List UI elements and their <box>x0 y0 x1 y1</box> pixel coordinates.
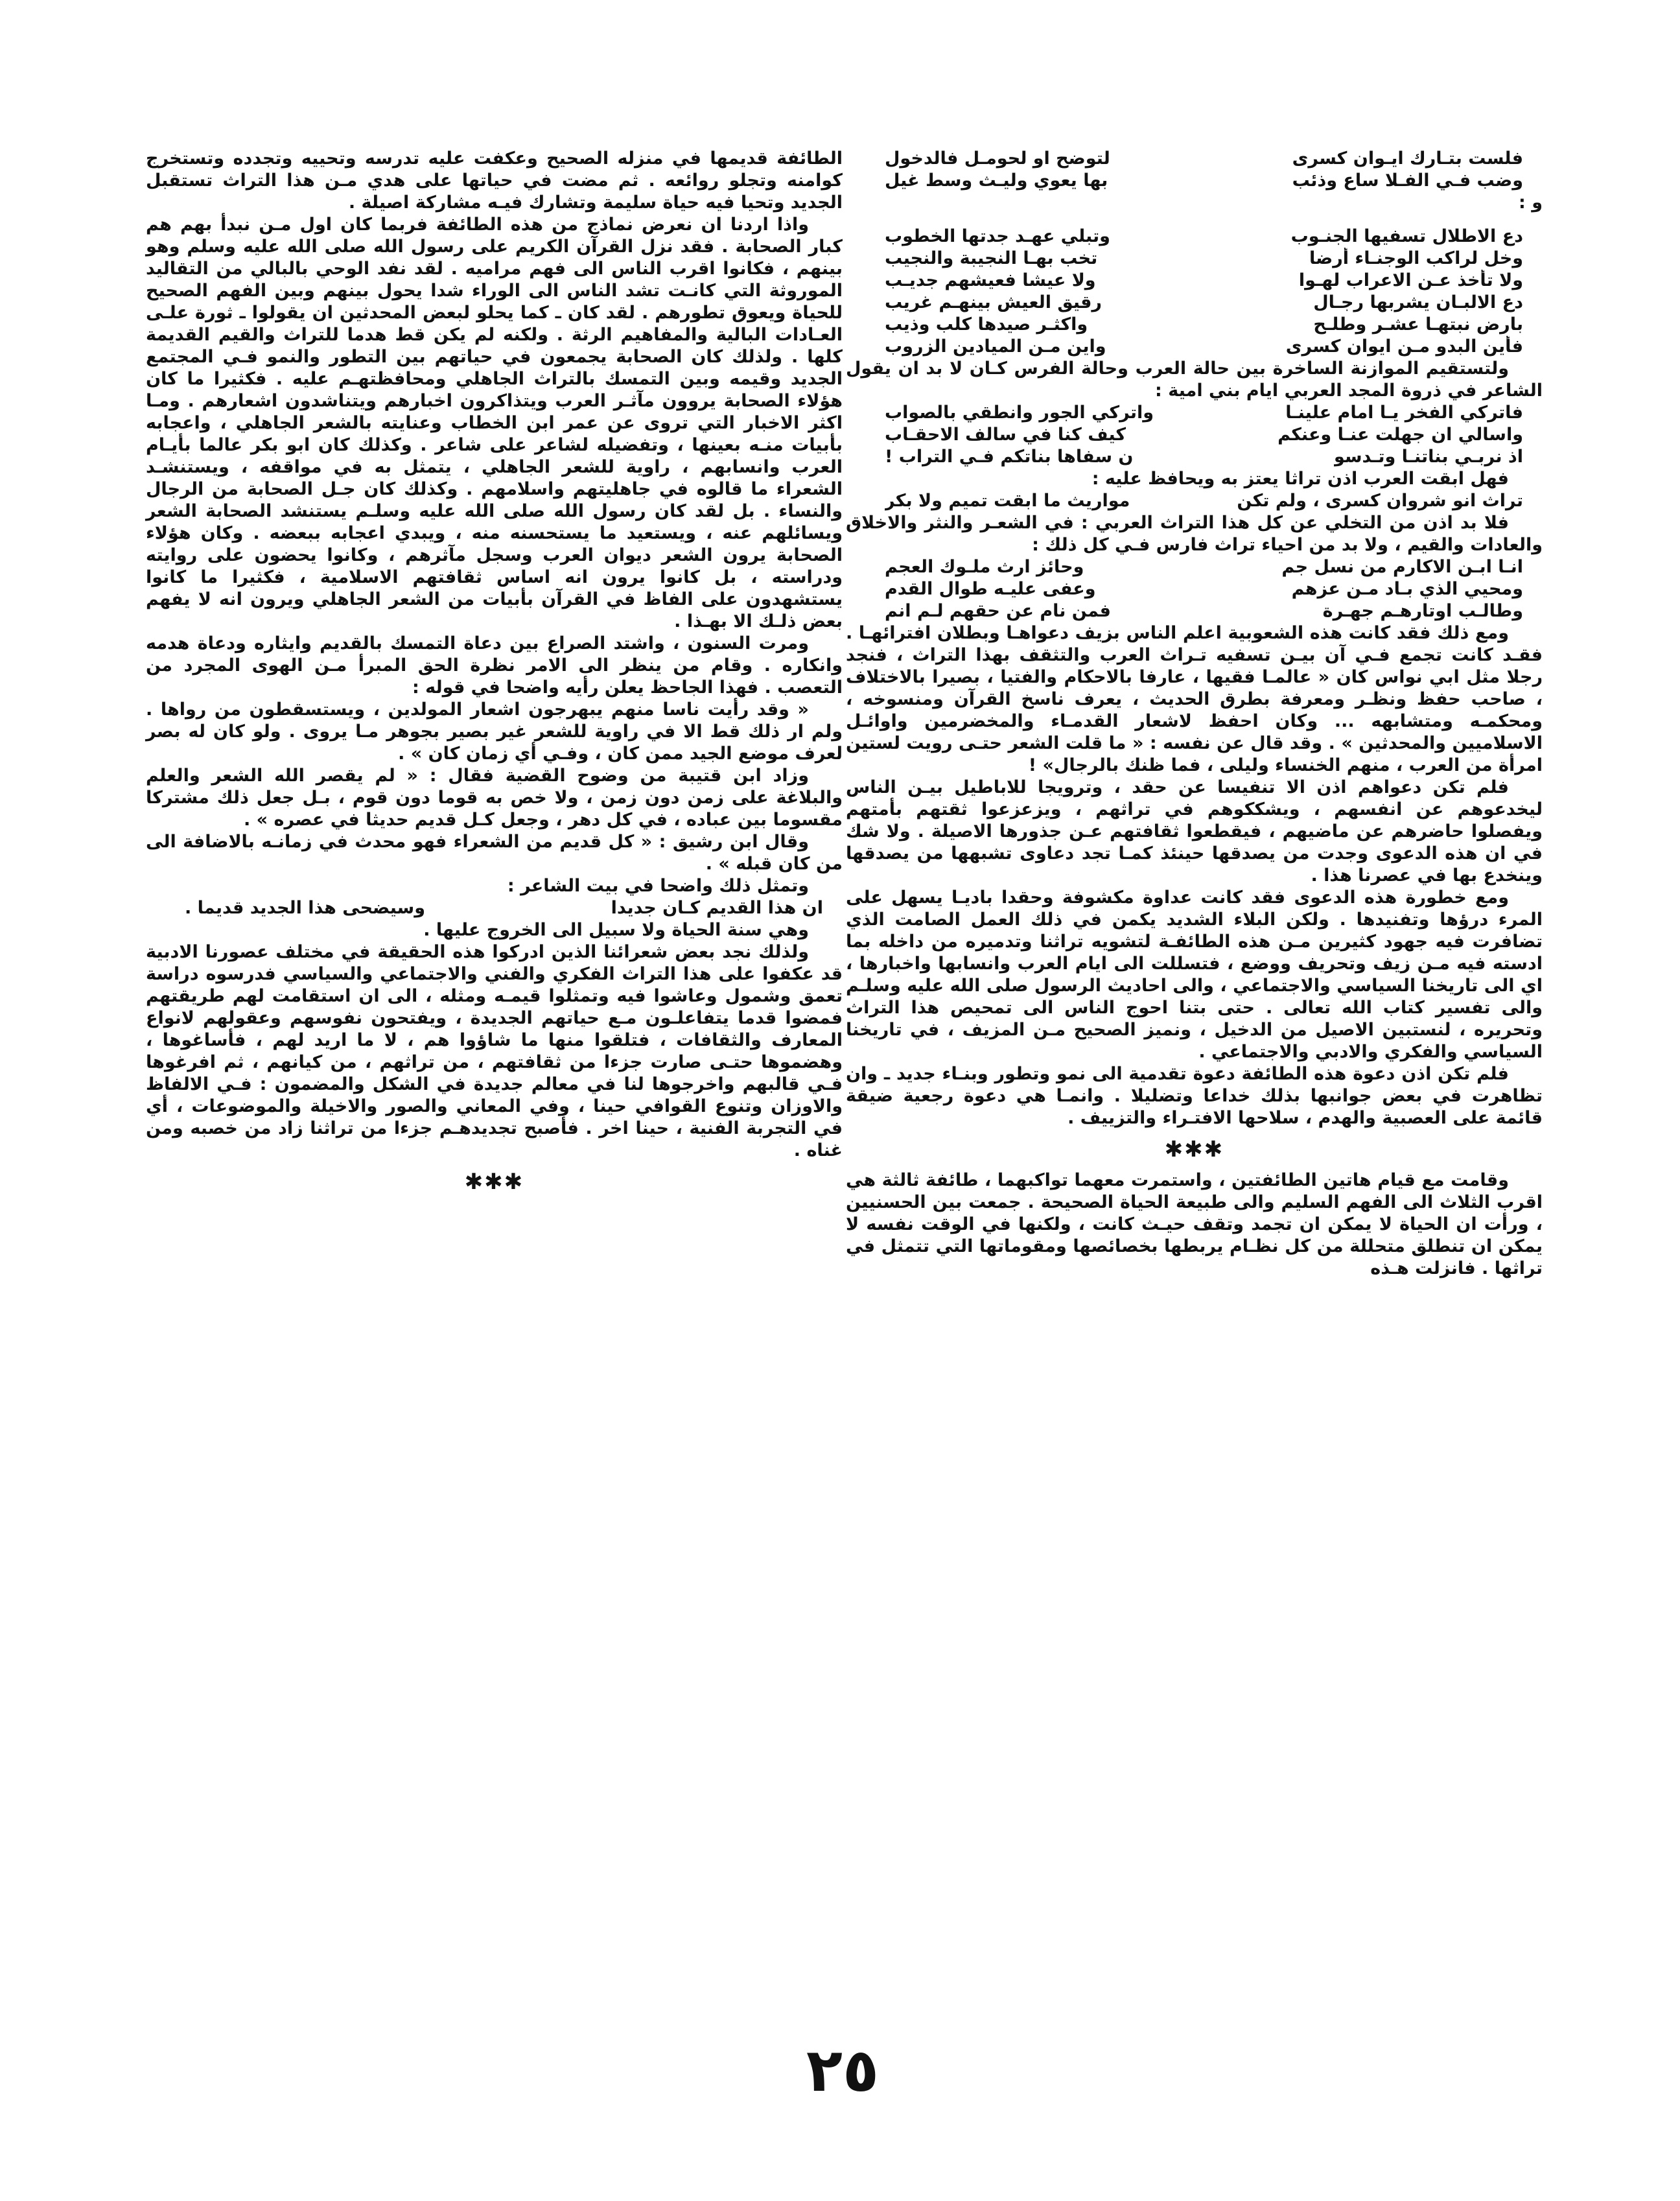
verse-line: ومحيي الذي بـاد مـن عزهم وعفى عليـه طوال القدم <box>885 579 1523 599</box>
paragraph: ومع ذلك فقد كانت هذه الشعوبية اعلم الناس بزيف دعواهـا وبطلان افترائهـا . فقـد كانت تجمع فـي آن بيـن تسفيه تـراث العرب والتثقف بهذا التراث ، فنجد رجلا مثل ابي نواس كان « عالمـا فقيها ، عارفا بالاحكام والفتيا ، بصيرا بالاختلاف ، صاحب حفظ ونظـر ومعرفة بطرق الحديث ، يعرف ناسخ القرآن ومنسوخه ، ومحكمـه ومتشابهه ... وكان احفظ لاشعار القدمـاء والمخضرمين واوائـل الاسلاميين والمحدثين » . وقد قال عن نفسه : « ما قلت الشعر حتـى رويت لستين امرأة من العرب ، منهم الخنساء وليلى ، فما ظنك بالرجال» ! <box>846 623 1543 775</box>
verse-line: فاتركي الفخر يـا امام علينـا واتركي الجور وانطقي بالصواب <box>885 403 1523 423</box>
paragraph: الطائفة قديمها في منزله الصحيح وعكفت عليه تدرسه وتحييه وتجدده وتستخرج كوامنه وتجلو روائعه . ثم مضت في حياتها على هدي مـن هذا التراث تستقبل الجديد وتحيا فيه حياة سليمة وتشارك فيـه مشاركة اصيلة . <box>146 148 843 213</box>
verse-line: فأين البدو مـن ايوان كسرى واين مـن الميادين الزروب <box>885 336 1523 357</box>
paragraph: وتمثل ذلك واضحا في بيت الشاعر : <box>507 876 809 896</box>
verse-line: تراث انو شروان كسرى ، ولم تكن مواريث ما ابقت تميم ولا بكر <box>885 491 1523 511</box>
paragraph: ولذلك نجد بعض شعرائنا الذين ادركوا هذه الحقيقة في مختلف عصورنا الادبية قد عكفوا على هذا التراث الفكري والفني والاجتماعي والسياسي فدرسوه دراسة تعمق وشمول وعاشوا فيه وتمثلوا قيمـه ومثله ، الى ان استقامت لهم طريقتهم فمضوا قدما يتفاعلـون مـع حياتهم الجديدة ، ويفتحون نفوسهم وعقولهم لانواع المعارف والثقافات ، فتلقوا منها ما شاؤوا هم ، لا ما اريد لهم ، فأساغوها ، وهضموها حتـى صارت جزءا من ثقافتهم ، من تراثهم ، من كيانهم ، ثم افرغوها فـي قالبهم واخرجوها لنا في معالم جديدة في الشكل والمضمون : فـي الالفاظ والاوزان وتنوع القوافي حينا ، وفي المعاني والصور والاخيلة والموضوعات ، أي في التجربة الفنية ، حينا اخر . فأصبح تجديدهـم جزءا من تراثنا زاد من خصبه ومن غناه . <box>146 942 843 1160</box>
paragraph: ومرت السنون ، واشتد الصراع بين دعاة التمسك بالقديم وايثاره ودعاة هدمه وانكاره . وقام من ينظر الى الامر نظرة الحق المبرأ مـن الهوى المجرد من التعصب . فهذا الجاحظ يعلن رأيه واضحا في قوله : <box>146 633 843 698</box>
verse-line: فلست بتـارك ايـوان كسرى لتوضح او لحومـل فالدخول <box>885 148 1523 169</box>
paragraph: ومع خطورة هذه الدعوى فقد كانت عداوة مكشوفة وحقدا باديـا يسهل على المرء درؤها وتفنيدها . ولكن البلاء الشديد يكمن في ذلك العمل الصامت الذي تضافرت فيه جهود كثيرين مـن هذه الطائفـة لتشويه تراثنا وتدميره من داخله بما ادسته فيه مـن زيف وتحريف ووضع ، فتسللت الى ايام العرب وانسابها واخبارها ، اي الى تاريخنا السياسي والاجتماعي ، والى احاديث الرسول صلى الله عليه وسلـم والى تفسير كتاب الله تعالى . حتى بتنا احوج الناس الى تمحيص هذا التراث وتحريره ، لنستبين الاصيل من الدخيل ، ونميز الصحيح مـن المزيف ، في تاريخنا السياسي والفكري والادبي والاجتماعي . <box>846 888 1543 1062</box>
paragraph: و : <box>1519 193 1543 213</box>
verse-line: وطالـب اوتارهـم جهـرة فمن نام عن حقهم لـم انم <box>885 601 1523 621</box>
paragraph: ولتستقيم الموازنة الساخرة بين حالة العرب وحالة الفرس كـان لا بد ان يقول الشاعر في ذروة المجد العربي ايام بني امية : <box>846 359 1543 401</box>
verse-line: اذ نربـي بناتنـا وتـدسو ن سفاها بناتكم فـي التراب ! <box>885 447 1523 467</box>
paragraph: فهل ابقت العرب اذن تراثا يعتز به ويحافظ عليه : <box>1091 469 1509 489</box>
verse-line: دع الاطلال تسفيها الجنـوب وتبلي عهـد جدتها الخطوب <box>885 226 1523 246</box>
paragraph: فلا بد اذن من التخلي عن كل هذا التراث العربي : في الشعـر والنثر والاخلاق والعادات والقيم ، ولا بد من احياء تراث فارس فـي كل ذلك : <box>846 513 1543 555</box>
paragraph: وهي سنة الحياة ولا سبيل الى الخروج عليها . <box>423 920 809 940</box>
quotation: وزاد ابن قتيبة من وضوح القضية فقال : « لم يقصر الله الشعر والعلم والبلاغة على زمن دون زمن ، ولا خص به قوما دون قوم ، بـل جعل ذلك مشتركا مقسوما بين عباده ، في كل دهر ، وجعل كـل قديم حديثا في عصره » . <box>146 766 843 830</box>
page-number: ٢٥ <box>806 2036 880 2105</box>
verse-line: وضب فـي الفـلا ساع وذئب بها يعوي وليـث وسط غيل <box>885 171 1523 191</box>
section-separator: ✱✱✱ <box>464 1169 524 1195</box>
paragraph: فلم تكن دعواهم اذن الا تنفيسا عن حقد ، وترويجا للاباطيل بيـن الناس ليخدعوهم عن انفسهم ، ويشككوهم في تراثهم ، ويزعزعوا ثقتهم بأمتهم ويفصلوا حاضرهم عن ماضيهم ، فيقطعوا ثقافتهم عـن جذورها الاصيلة . ولا شك في ان هذه الدعوى وجدت من يصدقها حينئذ كمـا تجد دعاوى تشبهها من يصدقها وينخدع بها في عصرنا هذا . <box>846 777 1543 886</box>
verse-line: وخل لراكب الوجنـاء أرضا تخب بهـا النجيبة والنجيب <box>885 248 1523 268</box>
paragraph: فلم تكن اذن دعوة هذه الطائفة دعوة تقدمية الى نمو وتطور وبنـاء جديد ـ وان تظاهرت في بعض جوانبها بذلك خداعا وتضليلا . وانمـا هي دعوة رجعية ضيقة قائمة على العصبية والهدم ، سلاحها الافتـراء والتزييف . <box>846 1064 1543 1128</box>
paragraph: وقامت مع قيام هاتين الطائفتين ، واستمرت معهما تواكبهما ، طائفة ثالثة هي اقرب الثلاث الى الفهم السليم والى طبيعة الحياة الصحيحة . جمعت بين الحسنيين ، ورأت ان الحياة لا يمكن ان تجمد وتقف حيـث كانت ، ولكنها في الوقت نفسه لا يمكن ان تنطلق متحللة من كل نظـام يربطها بخصائصها ومقوماتها التي تتمثل في تراثها . فانزلت هـذه <box>846 1170 1543 1278</box>
verse-line: بارض نبتهـا عشـر وطلـح واكثـر صيدها كلب وذيب <box>885 314 1523 335</box>
verse-line: دع الالبـان يشربها رجـال رقيق العيش بينهـم غريب <box>885 292 1523 312</box>
verse-line: ان هذا القديم كـان جديدا وسيضحى هذا الجديد قديما . <box>185 898 823 918</box>
right-column <box>846 148 1543 1280</box>
left-column <box>146 148 843 1202</box>
section-separator: ✱✱✱ <box>1164 1136 1224 1162</box>
paragraph: واذا اردنا ان نعرض نماذج من هذه الطائفة فربما كان اول مـن نبدأ بهم هم كبار الصحابة . فقد نزل القرآن الكريم على رسول الله صلى الله عليه وسلم وهو بينهم ، فكانوا اقرب الناس الى فهم مراميه . لقد نفد الوحي بالبالي من التقاليد الموروثة التي كانـت تشد الناس الى الوراء شدا يحول بينهم وبين الفهم الصحيح للحياة ويعوق تطورهم . لقد كان ـ كما يحلو لبعض المحدثين ان يقولوا ـ ثورة علـى العـادات البالية والمفاهيم الرثة . ولكنه لم يكن قط هدما للتراث والقيم القديمة كلها . ولذلك كان الصحابة يجمعون في حياتهم بين التطور والنمو فـي المجتمع الجديد وقيمه وبين التمسك بالتراث الجاهلي ومحافظتهـم عليه . فكثيرا ما كان هؤلاء الصحابة يروون مآثـر العرب ويتذاكرون اخبارهم ويتناشدون اشعارهم . ومـا اكثر الاخبار التي تروى عن عمر ابن الخطاب وعنايته بالشعر الجاهلي ، واعجابه بأبيات منـه بعينها ، وتفضيله لشاعر على شاعر . وكذلك كان ابو بكر عالما بأيـام العرب وانسابهم ، راوية للشعر الجاهلي ، يتمثل به في مواقفه ، ويستنشـد الشعراء ما قالوه في جاهليتهم واسلامهم . وكذلك كان جـل الصحابة من الرجال والنساء . بل لقد كان رسول الله صلى الله عليه وسلـم يستنشد الصحابة الشعر ويسائلهم عنه ، ويستعيد ما يستحسنه منه ، ويبدي اعجابه ببعضه . وكان هؤلاء الصحابة يرون الشعر ديوان العرب وسجل مآثرهم ، وكانوا يحضون على روايته ودراسته ، بل كانوا يرون انه اساس ثقافتهم الاسلامية ، فكثيرا ما كانوا يستشهدون على الفاظ في القرآن بأبيات من الشعر الجاهلي ويرون انه لا يفهم بعض ذلـك الا بهـذا . <box>146 215 843 631</box>
quotation: « وقد رأيت ناسا منهم يبهرجون اشعار المولدين ، ويستسقطون من رواها . ولم ار ذلك قط الا في راوية للشعر غير بصير بجوهر مـا يروى . ولو كان له بصر لعرف موضع الجيد ممن كان ، وفـي أي زمان كان » . <box>146 700 843 764</box>
verse-line: انـا ابـن الاكارم من نسل جم وحائز ارث ملـوك العجم <box>885 557 1523 577</box>
quotation: وقال ابن رشيق : « كل قديم من الشعراء فهو محدث في زمانـه بالاضافة الى من كان قبله » . <box>146 832 843 874</box>
verse-line: ولا تأخذ عـن الاعراب لهـوا ولا عيشا فعيشهم جديـب <box>885 270 1523 290</box>
verse-line: واسالي ان جهلت عنـا وعنكم كيف كنا في سالف الاحقـاب <box>885 425 1523 445</box>
